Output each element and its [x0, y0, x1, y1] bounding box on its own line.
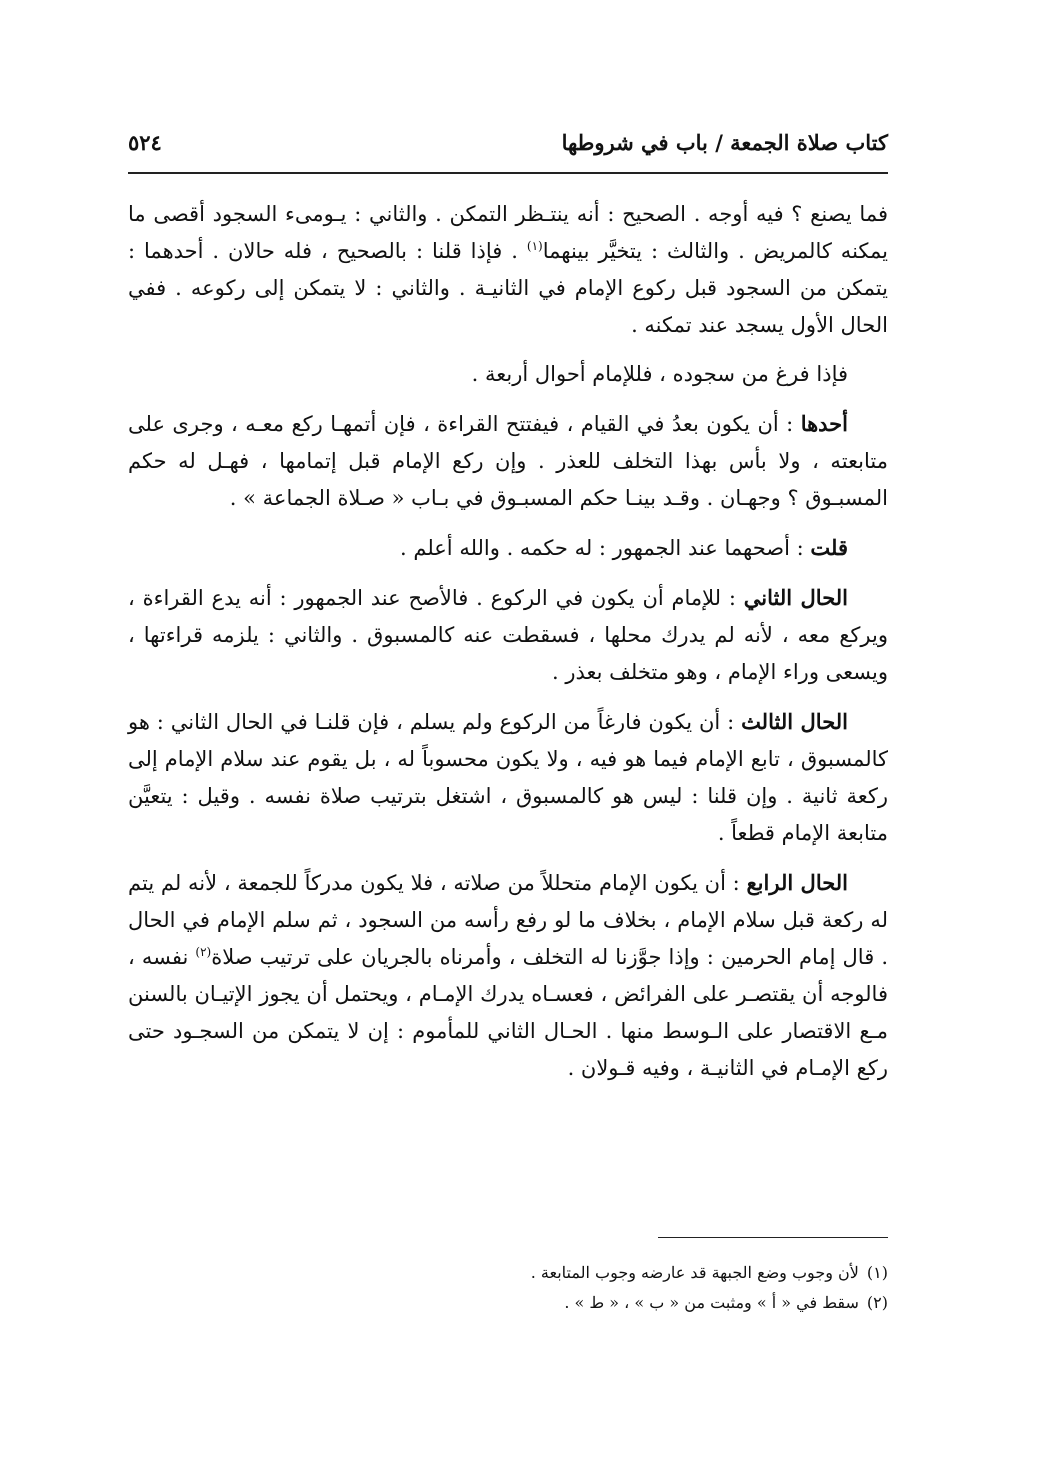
footnote-ref: (١): [526, 239, 543, 253]
paragraph: [128, 196, 888, 344]
paragraph-text: نفسه ، فالوجه أن يقتصـر على الفرائض ، فعسـاه يدرك الإمـام ، ويحتمل أن يجوز الإتيـان بالسنن مـع الاقتصار على الـوسط منها . الحـال الثاني للمأموم : إن لا يتمكن من السجـود حتى ركع الإمـام في الثانيـة ، وفيه قـولان .: [128, 945, 888, 1080]
paragraph-lead: أحدها: [800, 411, 848, 436]
paragraph-text: : أصحهما عند الجمهور : له حكمه . والله أعلم .: [400, 536, 811, 560]
footnotes: [400, 1258, 888, 1318]
paragraph-text: : للإمام أن يكون في الركوع . فالأصح عند الجمهور : أنه يدع القراءة ، ويركع معه ، لأنه لم يدرك محلها ، فسقطت عنه كالمسبوق . والثاني : يلزمه قراءتها ، ويسعى وراء الإمام ، وهو متخلف بعذر .: [128, 586, 888, 684]
footnote-number: (٢): [866, 1293, 888, 1312]
paragraph-lead: الحال الثاني: [743, 585, 848, 610]
paragraph: [128, 405, 888, 517]
paragraph-lead: قلت: [810, 535, 848, 560]
paragraph: [128, 864, 888, 1087]
paragraph-text: : أن يكون فارغاً من الركوع ولم يسلم ، فإن قلنـا في الحال الثاني : هو كالمسبوق ، تابع الإمام فيما هو فيه ، ولا يكون محسوباً له ، بل يقوم عند سلام الإمام إلى ركعة ثانية . وإن قلنا : ليس هو كالمسبوق ، اشتغل بترتيب صلاة نفسه . وقيل : يتعيَّن متابعة الإمام قطعاً .: [128, 710, 888, 845]
main-text: [128, 196, 888, 1099]
paragraph: [128, 703, 888, 852]
footnote: [400, 1288, 888, 1318]
paragraph: [128, 529, 888, 567]
footnote-divider: [658, 1237, 888, 1238]
paragraph-text: . فإذا قلنا : بالصحيح ، فله حالان . أحدهما : يتمكن من السجود قبل ركوع الإمام في الثانيـة . والثاني : لا يتمكن إلى ركوعه . ففي الحال الأول يسجد عند تمكنه .: [128, 239, 888, 337]
paragraph-text: : أن يكون الإمام متحللاً من صلاته ، فلا يكون مدركاً للجمعة ، لأنه لم يتم له ركعة قبل سلام الإمام ، بخلاف ما لو رفع رأسه من السجود ، ثم سلم الإمام في الحال . قال إمام الحرمين : وإذا جوَّزنا له التخلف ، وأمرناه بالجريان على ترتيب صلاة: [128, 871, 888, 969]
footnote-ref: (٢): [195, 945, 212, 959]
paragraph-lead: الحال الثالث: [741, 709, 848, 734]
page-number: ٥٢٤: [128, 130, 162, 155]
page-header: [128, 128, 888, 174]
footnote-number: (١): [866, 1263, 888, 1282]
paragraph: [128, 579, 888, 691]
paragraph: [128, 356, 888, 393]
footnote-text: لأن وجوب وضع الجبهة قد عارضه وجوب المتابعة .: [530, 1263, 859, 1282]
paragraph-text: فما يصنع ؟ فيه أوجه . الصحيح : أنه ينتـظر التمكن . والثاني : يـومىء السجود أقصى ما يمكنه كالمريض . والثالث : يتخيَّر بينهما: [128, 202, 888, 263]
paragraph-lead: الحال الرابع: [746, 870, 849, 895]
paragraph-text: : أن يكون بعدُ في القيام ، فيفتتح القراءة ، فإن أتمهـا ركع معـه ، وجرى على متابعته ، ولا بأس بهذا التخلف للعذر . وإن ركع الإمام قبل إتمامها ، فهـل له حكم المسبـوق ؟ وجهـان . وقـد بينـا حكم المسبـوق في بـاب « صـلاة الجماعة » .: [128, 412, 888, 510]
running-title: كتاب صلاة الجمعة / باب في شروطها: [561, 130, 888, 155]
footnote: [400, 1258, 888, 1288]
footnote-text: سقط في « أ » ومثبت من « ب » ، « ط » .: [564, 1293, 859, 1312]
paragraph-text: فإذا فرغ من سجوده ، فللإمام أحوال أربعة .: [471, 362, 848, 386]
